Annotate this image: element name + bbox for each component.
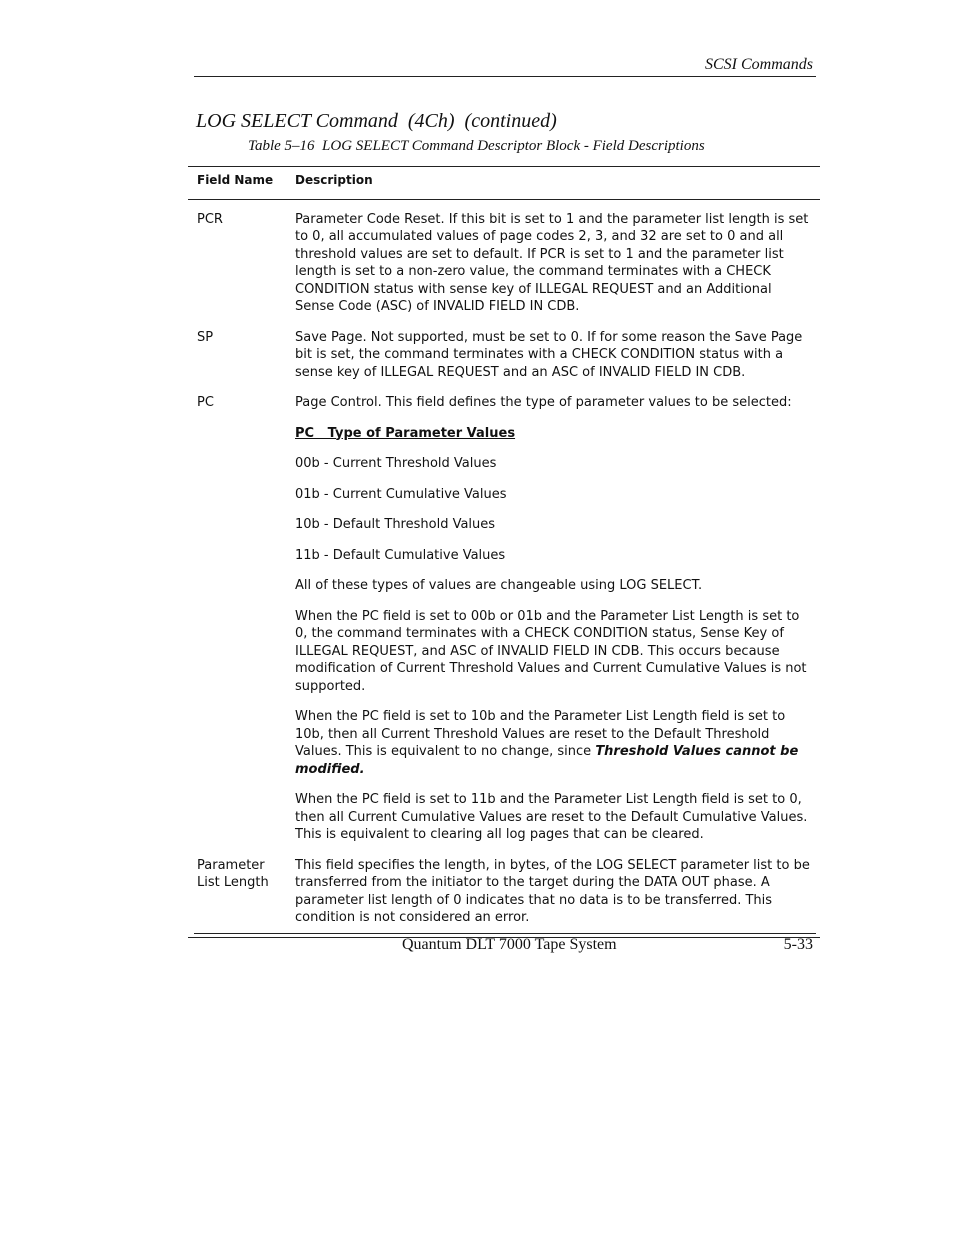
pc-10b-text: When the PC field is set to 10b and the Parameter List Length field is set to 10b, then all Current Threshold Values are reset to the Default Threshold Values. This is equivalent to no change, since (295, 709, 786, 759)
description-header: Description (295, 173, 373, 187)
pc-00b-01b-paragraph: When the PC field is set to 00b or 01b and the Parameter List Length is set to 0, the command terminates with a CHECK CONDITION status, Sense Key of ILLEGAL REQUEST, and ASC of INVALID FIELD IN CDB. This occurs because modification of Current Threshold Values and Current Cumulative Values is not supported. (295, 608, 807, 694)
table-row-pc (188, 394, 820, 844)
table-row-parameter-list-length (188, 857, 820, 937)
description-pcr (295, 211, 813, 316)
field-name-pc: PC (197, 395, 214, 410)
header-rule (194, 76, 816, 77)
pc-10b-paragraph (295, 708, 813, 778)
pcr-paragraph: Parameter Code Reset. If this bit is set to 1 and the parameter list length is set to 0, all accumulated values of page codes 2, 3, and 32 are set to 0 and all threshold values are set to default. If PCR is set to 1 and the parameter list length is set to a non-zero value, the command terminates with a CHECK CONDITION status with sense key of ILLEGAL REQUEST and an Additional Sense Code (ASC) of INVALID FIELD IN CDB. (295, 211, 809, 314)
section-title: LOG SELECT Command (4Ch) (continued) (196, 110, 557, 132)
table-row-sp (188, 329, 820, 382)
pll-paragraph: This field specifies the length, in bytes, of the LOG SELECT parameter list to be transferred from the initiator to the target during the DATA OUT phase. A parameter list length of 0 indicates that no data is to be transferred. This condition is not considered an error. (295, 857, 810, 925)
pc-11b-paragraph: When the PC field is set to 11b and the Parameter List Length field is set to 0, then all Current Cumulative Values are reset to the Default Cumulative Values. This is equivalent to clearing all log pages that can be cleared. (295, 792, 808, 842)
pc-value-11b: 11b - Default Cumulative Values (295, 547, 506, 563)
pc-subhead-text: PC Type of Parameter Values (295, 425, 516, 441)
description-sp (295, 329, 813, 382)
table-caption: Table 5–16 LOG SELECT Command Descriptor Block - Field Descriptions (248, 138, 705, 154)
page-number: 5-33 (783, 936, 813, 953)
description-pc (295, 394, 813, 844)
table-header-row (188, 167, 820, 200)
field-name-pll-line1: Parameter (197, 857, 265, 873)
pc-value-01b: 01b - Current Cumulative Values (295, 486, 507, 502)
pc-value-00b: 00b - Current Threshold Values (295, 456, 497, 471)
footer-title: Quantum DLT 7000 Tape System (402, 936, 617, 953)
table-row-pcr (188, 200, 820, 316)
field-name-header: Field Name (197, 173, 274, 187)
pc-values-subhead (295, 425, 813, 443)
field-name-pll-line2: List Length (197, 875, 269, 890)
footer-rule (194, 933, 816, 934)
field-name-sp: SP (197, 329, 214, 345)
field-name-parameter-list-length (188, 857, 295, 927)
pc-value-10b: 10b - Default Threshold Values (295, 517, 496, 532)
field-descriptions-table (188, 166, 820, 938)
pc-intro-paragraph: Page Control. This field defines the type of parameter values to be selected: (295, 395, 792, 410)
running-head: SCSI Commands (704, 56, 813, 73)
description-parameter-list-length (295, 857, 813, 927)
pc-10b-emphasis: Threshold Values cannot be modified. (295, 744, 799, 777)
pc-changeable-paragraph: All of these types of values are changeable using LOG SELECT. (295, 578, 703, 593)
field-name-pcr: PCR (197, 211, 223, 227)
sp-paragraph: Save Page. Not supported, must be set to 0. If for some reason the Save Page bit is set, the command terminates with a CHECK CONDITION status with a sense key of ILLEGAL REQUEST and an ASC of INVALID FIELD IN CDB. (295, 329, 803, 380)
